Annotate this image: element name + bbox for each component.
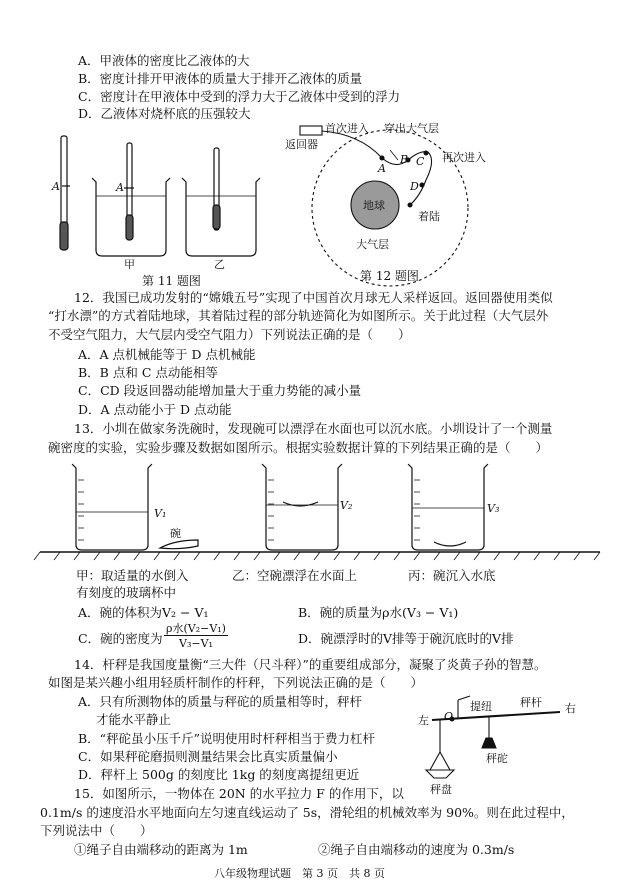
q12-option-c: C．CD 段返回器动能增加量大于重力势能的减小量 xyxy=(78,383,362,398)
q15-stem-line1: 15．如图所示，一物体在 20N 的水平拉力 F 的作用下，以 xyxy=(74,786,404,801)
fig13-bowl: 碗 xyxy=(170,527,181,540)
fig11-label-jia: 甲 xyxy=(124,258,135,271)
fig12-point-d: D xyxy=(410,180,419,193)
q12-stem-line2: “打水漂”的方式着陆地球，其着陆过程的部分轨迹简化为如图所示。关于此过程（大气层外 xyxy=(48,308,549,323)
q13-stem-line1: 13．小圳在做家务洗碗时，发现碗可以漂浮在水面也可以沉水底。小圳设计了一个测量 xyxy=(74,421,553,436)
q14-option-c: C．如果秤砣磨损则测量结果会比真实质量偏小 xyxy=(78,749,338,764)
q15-option-1: ①绳子自由端移动的距离为 1m xyxy=(74,842,248,857)
fig12-point-b: B xyxy=(400,153,409,166)
fig11-label-yi: 乙 xyxy=(214,258,225,271)
fig12-atmosphere: 大气层 xyxy=(356,238,389,251)
q12-option-b: B．B 点和 C 点动能相等 xyxy=(78,365,218,380)
page-footer: 八年级物理试题 第 3 页 共 8 页 xyxy=(214,867,385,880)
fig14-tiniu: 提纽 xyxy=(470,700,492,713)
fig13-v2: V₂ xyxy=(340,499,353,512)
fig12-landing: 着陆 xyxy=(418,210,440,223)
q14-stem-line2: 如图是某兴趣小组用轻质杆制作的杆秤，下列说法正确的是（ ） xyxy=(48,675,424,690)
fig12-caption: 第 12 题图 xyxy=(360,269,419,283)
q12-option-a: A．A 点机械能等于 D 点机械能 xyxy=(78,347,256,362)
q12-stem-line3: 不受空气阻力，大气层内受空气阻力）下列说法正确的是（ ） xyxy=(48,327,411,342)
fig11-caption: 第 11 题图 xyxy=(142,274,201,288)
q14-option-a-line2: 才能水平静止 xyxy=(96,712,172,727)
fig11-label-a1: A xyxy=(52,180,60,193)
fig12-first-entry: 首次进入 xyxy=(325,122,369,135)
q13-option-a: A．碗的体积为V₂ − V₁ xyxy=(78,605,209,620)
fig14-right: 右 xyxy=(565,702,576,715)
q12-stem-line1: 12．我国已成功发射的“嫦娥五号”实现了中国首次月球无人采样返回。返回器使用类似 xyxy=(74,290,553,305)
fig13-v1: V₁ xyxy=(154,507,167,520)
q15-stem-line3: 下列说法中（ ） xyxy=(40,823,153,838)
fig12-earth: 地球 xyxy=(363,199,385,212)
fig14-o: O xyxy=(444,710,454,723)
q13-option-c-prefix: C．碗的密度为 xyxy=(78,631,163,646)
q13-caption-yi: 乙：空碗漂浮在水面上 xyxy=(232,568,358,583)
q15-stem-line2: 0.1m/s 的速度沿水平地面向左匀速直线运动了 5s，滑轮组的机械效率为 90%。则在此过程中， xyxy=(40,805,574,820)
fig13-drawing xyxy=(34,464,600,560)
q11-option-a: A．甲液体的密度比乙液体的大 xyxy=(78,53,250,68)
q14-option-d: D．秤杆上 500g 的刻度比 1kg 的刻度离提纽更近 xyxy=(78,767,360,782)
fig14-chenggan: 秤杆 xyxy=(520,696,542,709)
q11-option-d: D．乙液体对烧杯底的压强较大 xyxy=(78,106,251,121)
q13-option-c-denominator: V₃−V₁ xyxy=(179,637,213,650)
q12-option-d: D．A 点动能小于 D 点动能 xyxy=(78,402,232,417)
fig12-point-c: C xyxy=(416,155,425,168)
q13-stem-line2: 碗密度的实验，实验步骤及数据如图所示。根据实验数据计算的下列结果正确的是（ ） xyxy=(48,440,549,455)
fig12-point-a: A xyxy=(378,162,386,175)
q11-option-c: C．密度计在甲液体中受到的浮力大于乙液体中受到的浮力 xyxy=(78,89,401,104)
q13-caption-jia-1: 甲：取适量的水倒入 xyxy=(76,568,189,583)
fig14-chengtuo: 秤砣 xyxy=(486,752,508,765)
q13-option-c-numerator: ρ水(V₂−V₁) xyxy=(164,622,228,636)
fig12-returner: 返回器 xyxy=(285,138,318,151)
q14-option-b: B．“秤砣虽小压千斤”说明使用时杆秤相当于费力杠杆 xyxy=(78,731,375,746)
q13-caption-bing: 丙：碗沉入水底 xyxy=(408,568,496,583)
q11-option-b: B．密度计排开甲液体的质量大于排开乙液体的质量 xyxy=(78,71,363,86)
fig11-label-a2: A xyxy=(116,181,124,194)
q15-option-2: ②绳子自由端移动的速度为 0.3m/s xyxy=(318,842,515,857)
q14-option-a-line1: A．只有所测物体的质量与秤砣的质量相等时，秤杆 xyxy=(78,694,363,709)
q13-option-d: D．碗漂浮时的V排等于碗沉底时的V排 xyxy=(298,631,514,646)
fig11-drawing xyxy=(60,136,260,256)
q13-option-b: B．碗的质量为ρ水(V₃ − V₁) xyxy=(298,605,459,620)
q14-stem-line1: 14．杆秤是我国度量衡“三大件（尺斗秤）”的重要组成部分，凝聚了炎黄子孙的智慧。 xyxy=(74,657,547,672)
fig13-v3: V₃ xyxy=(487,502,500,515)
fig12-reentry: 再次进入 xyxy=(442,151,486,164)
fig12-exit: 穿出大气层 xyxy=(384,122,439,135)
q13-caption-jia-2: 有刻度的玻璃杯中 xyxy=(76,585,177,600)
fig14-left: 左 xyxy=(418,714,429,727)
fig14-chengpan: 秤盘 xyxy=(430,783,452,796)
